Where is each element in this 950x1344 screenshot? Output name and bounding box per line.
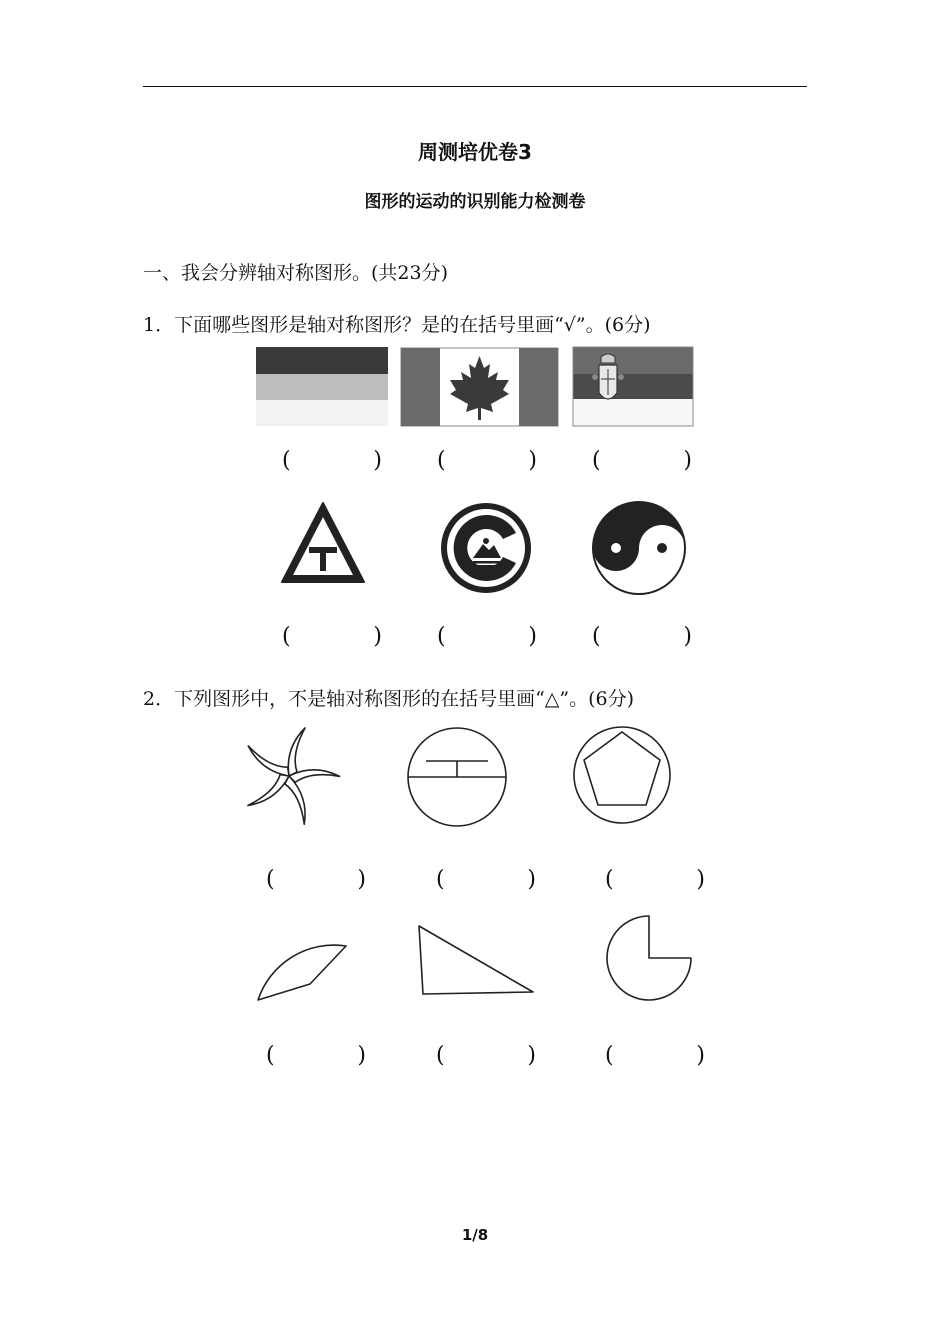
- sector-icon: [252, 928, 348, 1002]
- page-number: 1/8: [461, 1226, 489, 1244]
- canada-flag-icon: [401, 348, 558, 426]
- page-title: 周测培优卷3: [418, 140, 532, 164]
- answer-parens-4-3[interactable]: ( ): [605, 1043, 705, 1068]
- answer-parens-1-1[interactable]: ( ): [282, 448, 382, 473]
- answer-parens-3-1[interactable]: ( ): [266, 867, 366, 892]
- header-rule: [143, 86, 807, 87]
- c-logo-icon: [439, 501, 533, 595]
- pentagon-in-circle-icon: [572, 725, 672, 825]
- page-subtitle: 图形的运动的识别能力检测卷: [364, 192, 586, 212]
- answer-parens-4-2[interactable]: ( ): [436, 1043, 536, 1068]
- answer-parens-4-1[interactable]: ( ): [266, 1043, 366, 1068]
- answer-parens-1-3[interactable]: ( ): [592, 448, 692, 473]
- circle-with-t-icon: [406, 726, 508, 828]
- striped-flag-icon: [256, 347, 388, 426]
- yin-yang-icon: [591, 500, 687, 596]
- answer-parens-3-3[interactable]: ( ): [605, 867, 705, 892]
- t-warning-sign-icon: [280, 500, 366, 586]
- answer-parens-2-2[interactable]: ( ): [437, 624, 537, 649]
- answer-parens-2-3[interactable]: ( ): [592, 624, 692, 649]
- answer-parens-1-2[interactable]: ( ): [437, 448, 537, 473]
- triangle-icon: [415, 924, 535, 996]
- answer-parens-3-2[interactable]: ( ): [436, 867, 536, 892]
- question-1-text: 1．下面哪些图形是轴对称图形？是的在括号里画“√”。(6分): [143, 314, 651, 336]
- pinwheel-icon: [239, 726, 339, 826]
- serbia-flag-icon: [573, 347, 693, 426]
- section-heading: 一、我会分辨轴对称图形。(共23分): [143, 262, 449, 284]
- three-quarter-circle-icon: [605, 914, 693, 1002]
- answer-parens-2-1[interactable]: ( ): [282, 624, 382, 649]
- question-2-text: 2．下列图形中，不是轴对称图形的在括号里画“△”。(6分): [143, 688, 635, 710]
